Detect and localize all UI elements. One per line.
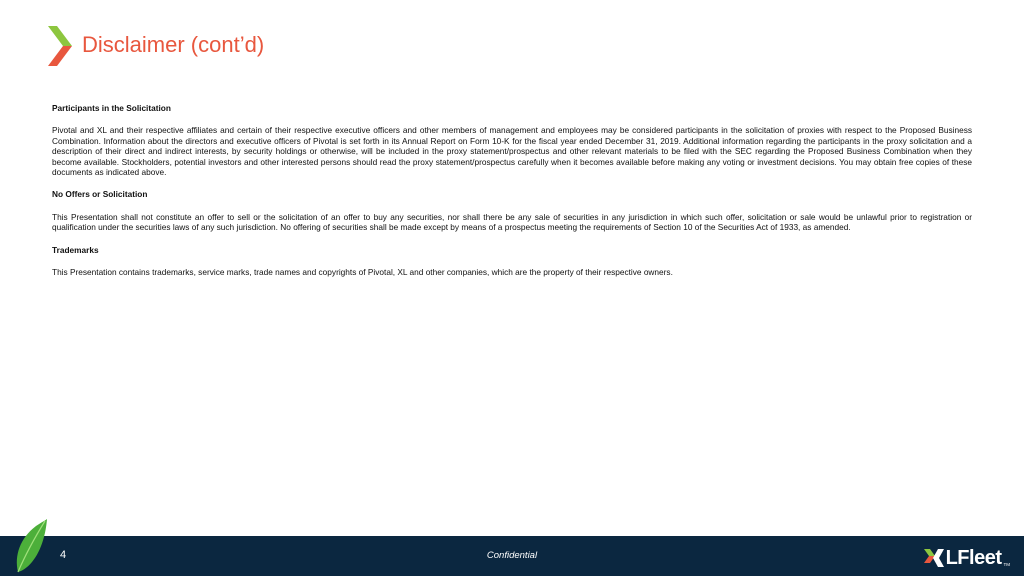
section-body: This Presentation shall not constitute an offer to sell or the solicitation of an offer to buy any securities, nor shall there be any sale of securities in any jurisdiction in which such offer, solicitation or sale would be unlawful prior to registration or qualification under the securities laws of any such jurisdiction. No offering of securities shall be made except by means of a prospectus meeting the requirements of Section 10 of the Securities Act of 1933, as amended.: [52, 211, 972, 233]
section-body: This Presentation contains trademarks, service marks, trade names and copyrights of Pivotal, XL and other companies, which are the property of their respective owners.: [52, 267, 673, 278]
brand-name: LFleet: [945, 547, 1002, 569]
slide-header: [46, 24, 264, 68]
page-title: Disclaimer (cont’d): [82, 32, 265, 57]
section-trademarks: [52, 245, 972, 278]
brand-logo: [923, 544, 1010, 568]
xlfleet-logo-icon: [923, 548, 945, 568]
disclaimer-content: [52, 103, 972, 289]
section-no-offers: [52, 189, 972, 232]
chevron-right-icon: [46, 24, 76, 68]
leaf-icon: [12, 518, 48, 574]
footer-bar: [0, 536, 1024, 576]
section-heading: Participants in the Solicitation: [52, 103, 171, 113]
section-body: Pivotal and XL and their respective affiliates and certain of their respective executive officers and other members of management and employees may be considered participants in the solicitation of proxies with respect to the Proposed Business Combination. Information about the directors and executive officers of Pivotal is set forth in its Annual Report on Form 10-K for the fiscal year ended December 31, 2019. Additional information regarding the participants in the proxy solicitation and a description of their direct and indirect interests, by security holdings or otherwise, will be included in the proxy statement/prospectus and other relevant materials to be filed with the SEC regarding the Proposed Business Combination when they become available. Stockholders, potential investors and other interested persons should read the proxy statement/prospectus carefully when it becomes available before making any voting or investment decisions. You may obtain free copies of these documents as indicated above.: [52, 125, 972, 178]
confidential-label: Confidential: [486, 550, 538, 561]
page-number: 4: [60, 549, 67, 561]
section-heading: No Offers or Solicitation: [52, 189, 148, 200]
section-participants: [52, 103, 972, 177]
brand-trademark: TM: [1003, 562, 1010, 567]
section-heading: Trademarks: [52, 244, 99, 255]
